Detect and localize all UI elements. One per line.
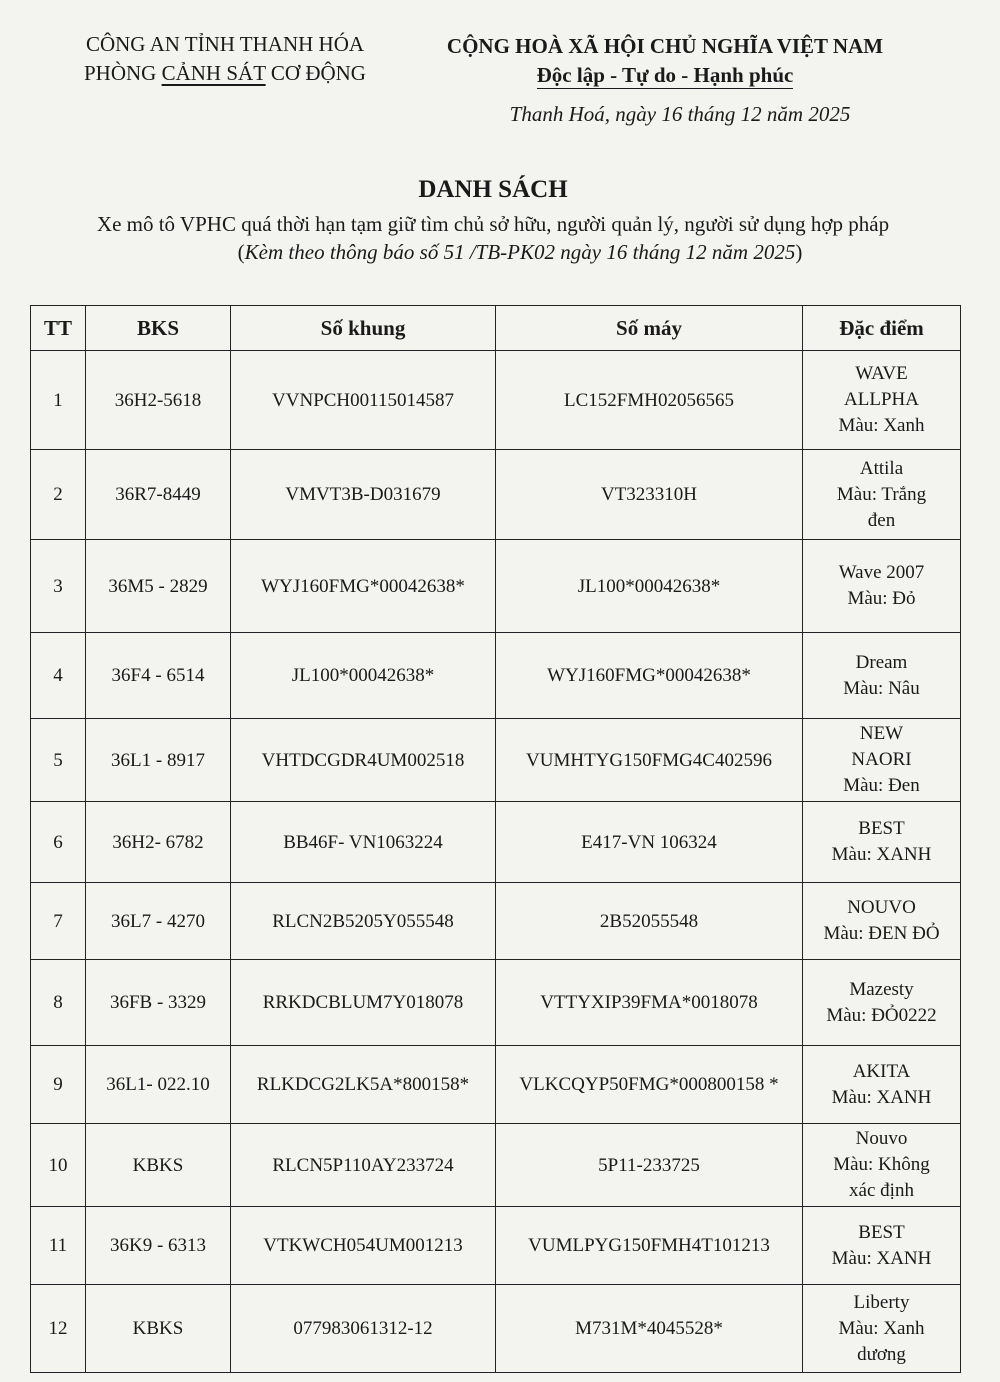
table-row [31,1046,961,1124]
table-header-row [31,306,961,351]
feature-line: BEST [858,818,905,839]
engine-number: JL100*00042638* [496,540,803,633]
feature-line: Màu: Xanh [838,415,925,436]
frame-number: 077983061312-12 [231,1285,496,1373]
attachment-note: (Kèm theo thông báo số 51 /TB-PK02 ngày 16 tháng 12 năm 2025) [237,240,803,264]
vehicle-features [803,960,961,1046]
feature-line: NOUVO [847,897,916,918]
feature-line: Màu: Nâu [843,677,920,699]
issuing-agency [40,30,410,88]
feature-line: NEW [859,723,904,744]
engine-number: M731M*4045528* [496,1285,803,1373]
feature-line: NAORI [851,749,912,770]
license-plate: 36L7 - 4270 [86,883,231,960]
license-plate: 36H2-5618 [86,351,231,450]
vehicle-table [30,305,961,1373]
header-features: Đặc điểm [803,306,961,351]
table-row [31,450,961,540]
vehicle-features [803,540,961,633]
table-row [31,802,961,883]
engine-number: VUMHTYG150FMG4C402596 [496,719,803,802]
feature-line: Màu: Trắng [836,483,927,505]
table-row [31,1207,961,1285]
header-tt: TT [31,306,86,351]
country-name: CỘNG HOÀ XÃ HỘI CHỦ NGHĨA VIỆT NAM [446,34,884,58]
license-plate: 36L1 - 8917 [86,719,231,802]
frame-number: VHTDCGDR4UM002518 [231,719,496,802]
feature-line: Mazesty [849,978,914,1000]
license-plate: 36R7-8449 [86,450,231,540]
row-number: 1 [31,351,86,450]
place-date: Thanh Hoá, ngày 16 tháng 12 năm 2025 [509,102,851,126]
row-number: 7 [31,883,86,960]
row-number: 6 [31,802,86,883]
license-plate: KBKS [86,1124,231,1207]
license-plate: 36K9 - 6313 [86,1207,231,1285]
frame-number: RLKDCG2LK5A*800158* [231,1046,496,1124]
national-motto [405,32,925,90]
row-number: 12 [31,1285,86,1373]
agency-line-1: CÔNG AN TỈNH THANH HÓA [85,32,365,56]
feature-line: AKITA [852,1060,911,1082]
feature-line: Màu: ĐEN ĐỎ [823,923,940,944]
vehicle-features [803,719,961,802]
vehicle-features [803,1046,961,1124]
vehicle-features [803,1285,961,1373]
frame-number: VMVT3B-D031679 [231,450,496,540]
engine-number: VUMLPYG150FMH4T101213 [496,1207,803,1285]
header-bks: BKS [86,306,231,351]
frame-number: JL100*00042638* [231,633,496,719]
table-row [31,1124,961,1207]
page-title: DANH SÁCH [418,176,568,203]
vehicle-features [803,633,961,719]
frame-number: VVNPCH00115014587 [231,351,496,450]
row-number: 2 [31,450,86,540]
row-number: 3 [31,540,86,633]
engine-number: VT323310H [496,450,803,540]
vehicle-features [803,351,961,450]
license-plate: 36F4 - 6514 [86,633,231,719]
license-plate: KBKS [86,1285,231,1373]
vehicle-features [803,802,961,883]
table-row [31,633,961,719]
row-number: 9 [31,1046,86,1124]
frame-number: BB46F- VN1063224 [231,802,496,883]
row-number: 4 [31,633,86,719]
row-number: 8 [31,960,86,1046]
engine-number: LC152FMH02056565 [496,351,803,450]
feature-line: Màu: XANH [831,844,932,865]
table-row [31,1285,961,1373]
engine-number: VLKCQYP50FMG*000800158 * [496,1046,803,1124]
table-row [31,540,961,633]
feature-line: BEST [858,1221,905,1243]
engine-number: 5P11-233725 [496,1124,803,1207]
row-number: 11 [31,1207,86,1285]
vehicle-features [803,883,961,960]
frame-number: RLCN2B5205Y055548 [231,883,496,960]
header-engine-number: Số máy [496,306,803,351]
feature-line: Màu: Đỏ [847,588,916,609]
feature-line: Dream [855,651,908,673]
table-row [31,351,961,450]
engine-number: VTTYXIP39FMA*0018078 [496,960,803,1046]
table-row [31,883,961,960]
vehicle-features [803,1124,961,1207]
frame-number: RRKDCBLUM7Y018078 [231,960,496,1046]
vehicle-features [803,450,961,540]
vehicle-features [803,1207,961,1285]
feature-line: ALLPHA [844,389,919,410]
feature-line: Màu: Xanh [838,1317,925,1339]
engine-number: E417-VN 106324 [496,802,803,883]
feature-line: Nouvo [855,1128,908,1149]
agency-line-2: PHÒNG CẢNH SÁT CƠ ĐỘNG [84,61,366,85]
page-subtitle: Xe mô tô VPHC quá thời hạn tạm giữ tìm chủ sở hữu, người quản lý, người sử dụng hợp pháp [96,212,890,236]
feature-line: Attila [859,457,904,479]
feature-line: Màu: ĐỎ0222 [826,1004,937,1026]
engine-number: WYJ160FMG*00042638* [496,633,803,719]
frame-number: VTKWCH054UM001213 [231,1207,496,1285]
header-frame-number: Số khung [231,306,496,351]
motto-line: Độc lập - Tự do - Hạnh phúc [536,63,794,87]
feature-line: Màu: XANH [831,1247,932,1269]
feature-line: xác định [849,1180,914,1201]
feature-line: dương [857,1343,906,1365]
license-plate: 36M5 - 2829 [86,540,231,633]
feature-line: Wave 2007 [838,562,925,583]
table-row [31,960,961,1046]
feature-line: đen [867,509,896,531]
frame-number: RLCN5P110AY233724 [231,1124,496,1207]
feature-line: Liberty [853,1291,910,1313]
row-number: 10 [31,1124,86,1207]
agency-underlined-text: CẢNH SÁT [161,61,266,85]
table-row [31,719,961,802]
frame-number: WYJ160FMG*00042638* [231,540,496,633]
license-plate: 36H2- 6782 [86,802,231,883]
license-plate: 36L1- 022.10 [86,1046,231,1124]
feature-line: WAVE [855,363,908,384]
license-plate: 36FB - 3329 [86,960,231,1046]
feature-line: Màu: XANH [831,1086,932,1108]
engine-number: 2B52055548 [496,883,803,960]
feature-line: Màu: Đen [843,775,920,796]
row-number: 5 [31,719,86,802]
feature-line: Màu: Không [833,1154,930,1175]
